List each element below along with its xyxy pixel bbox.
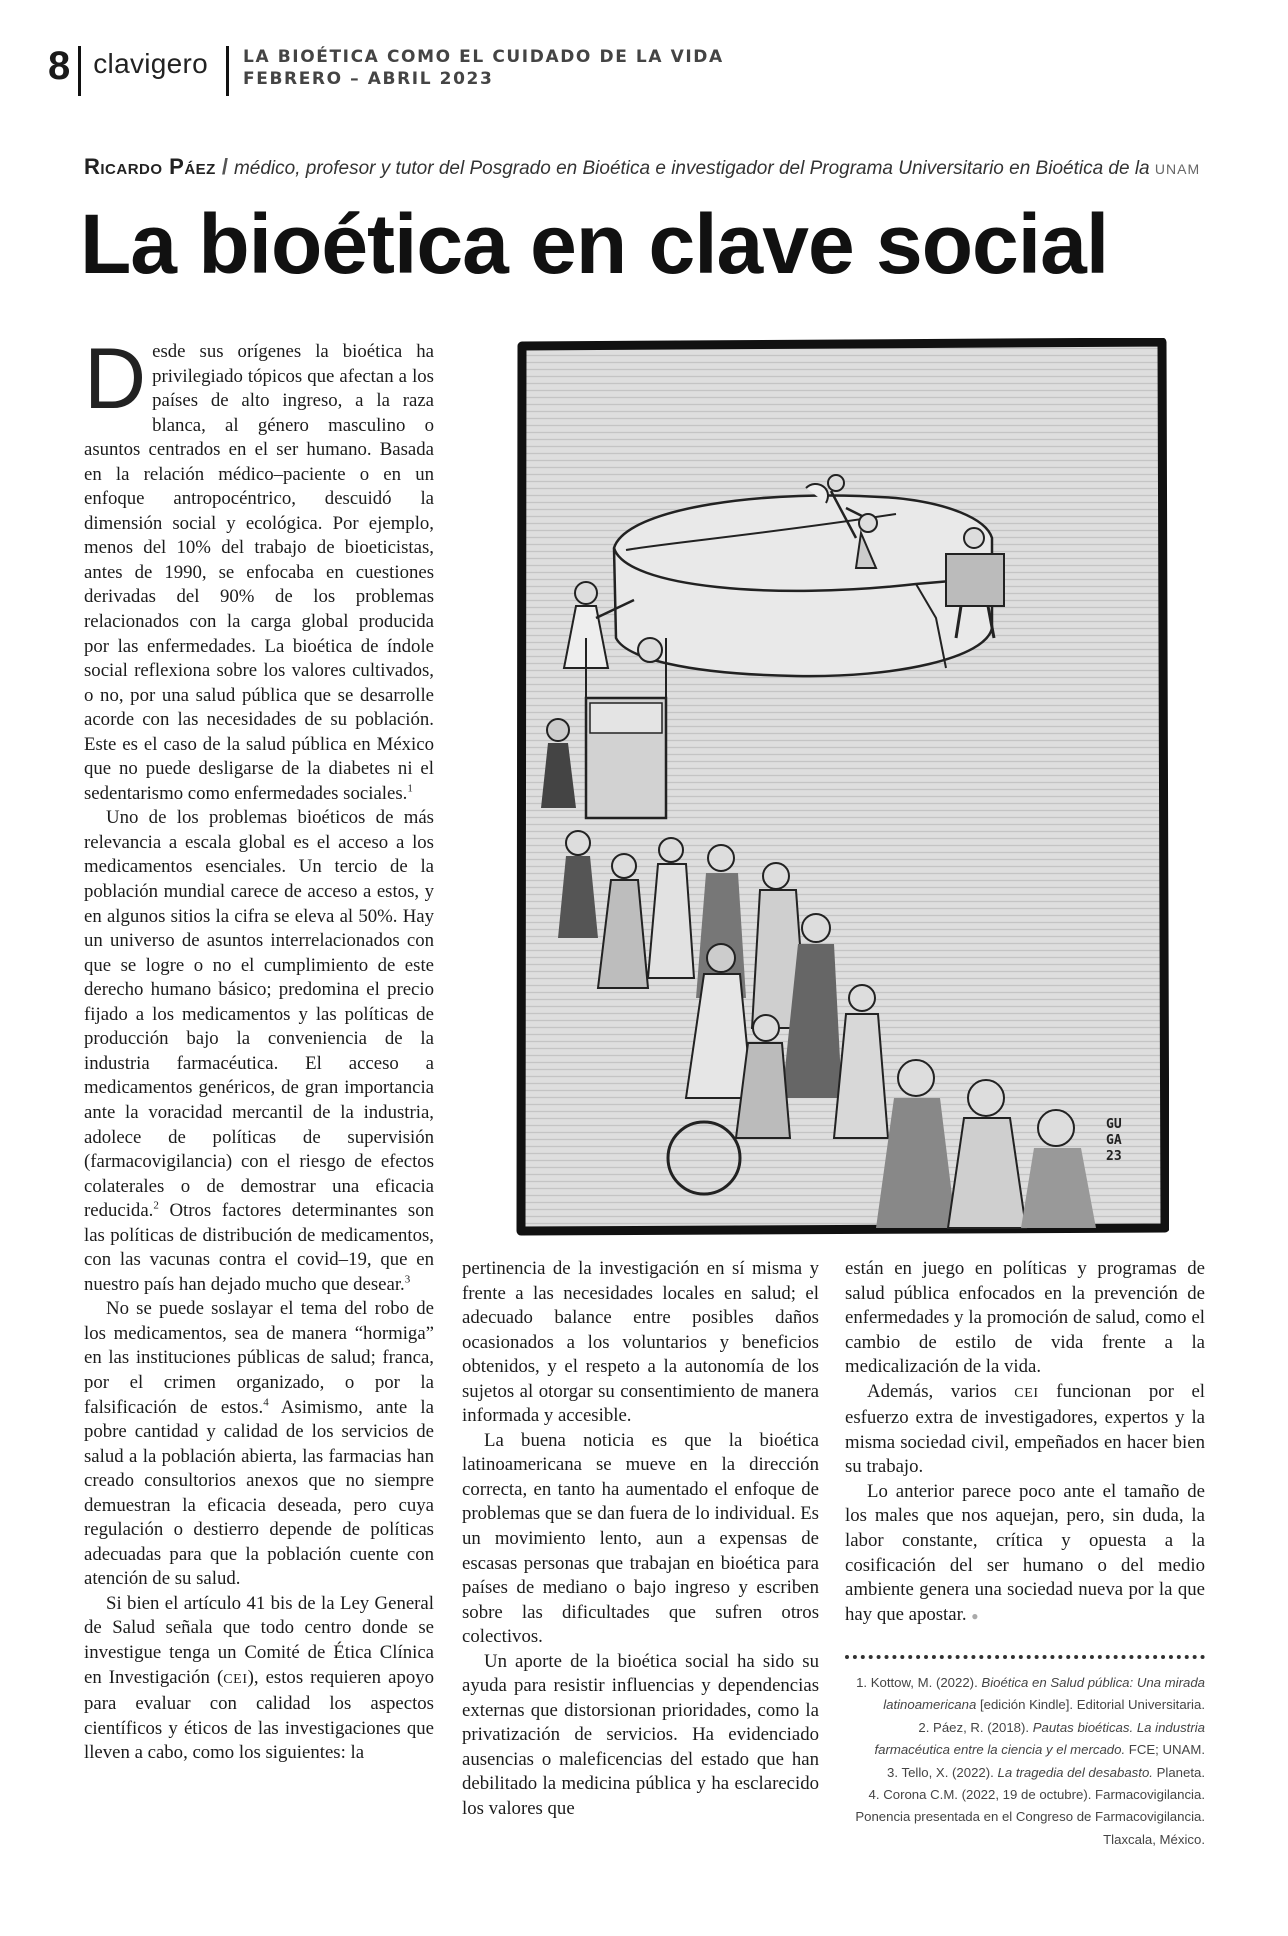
paragraph bbox=[84, 806, 434, 1297]
references-list bbox=[845, 1672, 1205, 1851]
paragraph-text: Si bien el artículo 41 bis de la Ley General de Salud señala que todo centro donde se investigue tenga un Comité de Ética Clínica en Investigación ( bbox=[84, 1592, 434, 1688]
byline-slash: / bbox=[221, 154, 228, 179]
reference-text: 4. Corona C.M. (2022, 19 de octubre). Farmacovigilancia. Ponencia presentada en el Congreso de Farmacovigilancia. Tlaxcala, México. bbox=[855, 1787, 1205, 1847]
paragraph bbox=[845, 1480, 1205, 1628]
reference-text: FCE; UNAM. bbox=[1125, 1742, 1205, 1758]
page-number: 8 bbox=[48, 44, 71, 88]
reference-title: Bioética en Salud pública: Una mirada latinoamericana bbox=[883, 1675, 1205, 1713]
paragraph bbox=[845, 1380, 1205, 1480]
paragraph-text: Lo anterior parece poco ante el tamaño de los males que nos aquejan, pero, sin duda, la labor constante, crítica y opuesta a la cosificación del ser humano o del medio ambiente genera una sociedad nueva por la que hay que apostar. bbox=[845, 1480, 1205, 1625]
author-name: Ricardo Páez bbox=[84, 154, 216, 179]
end-mark: ● bbox=[971, 1608, 979, 1623]
paragraph-text: Uno de los problemas bioéticos de más relevancia a escala global es el acceso a los medicamentos esenciales. Un tercio de la población mundial carece de acceso a estos, y en algunos sitios la cifra se eleva al 50%. Hay un universo de asuntos interrelacionados con que se logre o no el cumplimiento de este derecho humano básico; predomina el precio fijado a los medicamentos y las políticas de producción bajo la conveniencia de la industria farmacéutica. El acceso a medicamentos genéricos, de gran importancia ante la voracidad mercantil de la industria, adolece de políticas de supervisión (farmacovigilancia) con el riesgo de efectos colaterales o de demostrar una eficacia reducida. bbox=[84, 807, 434, 1222]
issue-date: FEBRERO – ABRIL 2023 bbox=[243, 69, 494, 89]
author-role: médico, profesor y tutor del Posgrado en Bioética e investigador del Programa Universitario en Bioética de la bbox=[233, 158, 1150, 179]
illustration bbox=[516, 338, 1169, 1236]
divider bbox=[78, 46, 81, 96]
author-institution: UNAM bbox=[1154, 161, 1201, 177]
article-title: La bioética en clave social bbox=[80, 197, 1109, 291]
magazine-brand: clavigero bbox=[93, 48, 209, 79]
masthead bbox=[48, 44, 724, 104]
paragraph: Un aporte de la bioética social ha sido su ayuda para resistir influencias y dependencias externas que distorsionan prioridades, como la privatización de servicios. Ha evidenciado ausencias o maleficencias del estado que han debilitado la medicina pública y ha esclarecido los valores que bbox=[462, 1650, 819, 1820]
acronym: CEI bbox=[1014, 1385, 1039, 1401]
paragraph bbox=[84, 331, 434, 806]
drop-cap: D bbox=[84, 331, 147, 427]
paragraph-text: ), estos requieren apoyo para evaluar con calidad los aspectos científicos y éticos de las investigaciones que lleven a cabo, como los siguientes: la bbox=[84, 1666, 435, 1764]
paragraph-text: Además, varios bbox=[867, 1380, 1015, 1402]
references-divider bbox=[845, 1655, 1205, 1663]
divider bbox=[226, 46, 229, 96]
paragraph: La buena noticia es que la bioética latinoamericana se mueve en la dirección correcta, en tanto ha aumentado el enfoque de problemas que se dan fuera de lo individual. Es un movimiento lento, aun a expensas de escasas personas que trabajan en bioética para países de mediano o bajo ingreso y escriben sobre las dificultades que sufren otros colectivos. bbox=[462, 1429, 819, 1648]
reference-item bbox=[845, 1672, 1205, 1717]
reference-text: Planeta. bbox=[1152, 1764, 1205, 1780]
artist-signature: 23 bbox=[1106, 1149, 1122, 1164]
paragraph bbox=[84, 1297, 434, 1592]
issue-info bbox=[243, 44, 724, 90]
article-column-2 bbox=[462, 1257, 819, 1822]
paragraph-text: funcionan por el esfuerzo extra de investigadores, expertos y la misma sociedad civil, empeñados en hacer bien su trabajo. bbox=[845, 1380, 1205, 1478]
paragraph: están en juego en políticas y programas de salud pública enfocados en la prevención de enfermedades y la promoción de salud, como el cambio de estilo de vida frente a la medicalización de la vida. bbox=[845, 1258, 1205, 1378]
footnote-marker: 1 bbox=[407, 782, 413, 795]
reference-title: La tragedia del desabasto. bbox=[997, 1764, 1153, 1780]
reference-item bbox=[845, 1784, 1205, 1851]
footnote-marker: 2 bbox=[153, 1199, 159, 1212]
reference-item bbox=[845, 1717, 1205, 1762]
paragraph-text: Asimismo, ante la pobre cantidad y calidad de los servicios de salud a la población abierta, las farmacias han creado consultorios anexos que no siempre demuestran la eficacia deseada, pero cuya regulación o destierro depende de políticas adecuadas para que la población cuente con atención de su salud. bbox=[84, 1396, 434, 1590]
artist-signature: GU bbox=[1106, 1117, 1122, 1132]
reference-text: [edición Kindle]. Editorial Universitaria. bbox=[976, 1697, 1205, 1713]
paragraph-text: esde sus orígenes la bioética ha privilegiado tópicos que afectan a los países de alto ingreso, a la raza blanca, al género masculino o asuntos centrados en el ser humano. Basada en la relación médico–paciente o en un enfoque antropocéntrico, descuidó la dimensión social y ecológica. Por ejemplo, menos del 10% del trabajo de bioeticistas, antes de 1990, se enfocaba en cuestiones derivadas del 90% de los problemas relacionados con la carga global producida por las enfermedades. La bioética de índole social reflexiona sobre los valores cultivados, o no, por una salud pública que se desarrolle acorde con las necesidades de su población. Este es el caso de la salud pública en México que no puede desligarse de la diabetes ni el sedentarismo como enfermedades sociales. bbox=[84, 341, 434, 804]
article-column-3 bbox=[845, 1257, 1205, 1628]
paragraph bbox=[84, 1592, 434, 1766]
reference-text: 1. Kottow, M. (2022). bbox=[856, 1675, 982, 1690]
paragraph: pertinencia de la investigación en sí misma y frente a las necesidades locales en salud; el adecuado balance entre posibles daños ocasionados a los voluntarios y beneficios obtenidos, y el respeto a la autonomía de los sujetos al otorgar su consentimiento de manera informada y accesible. bbox=[462, 1258, 819, 1427]
paragraph-text: Otros factores determinantes son las políticas de distribución de medicamentos, con las vacunas contra el covid–19, que en nuestro país han dejado mucho que desear. bbox=[84, 1200, 434, 1295]
byline bbox=[84, 154, 1200, 180]
paragraph-text: No se puede soslayar el tema del robo de los medicamentos, sea de manera “hormiga” en las instituciones públicas de salud; franca, por el crimen organizado, o por la falsificación de estos. bbox=[84, 1298, 434, 1418]
reference-text: 3. Tello, X. (2022). bbox=[887, 1764, 998, 1780]
reference-text: 2. Páez, R. (2018). bbox=[918, 1719, 1033, 1735]
article-column-1 bbox=[84, 331, 435, 1766]
artist-signature: GA bbox=[1106, 1133, 1122, 1148]
acronym: CEI bbox=[223, 1671, 248, 1687]
reference-item bbox=[845, 1762, 1205, 1784]
issue-theme: LA BIOÉTICA COMO EL CUIDADO DE LA VIDA bbox=[243, 47, 724, 67]
footnote-marker: 3 bbox=[404, 1273, 411, 1286]
footnote-marker: 4 bbox=[263, 1396, 269, 1409]
reference-title: Pautas bioéticas. La industria farmacéutica entre la ciencia y el mercado. bbox=[874, 1719, 1205, 1758]
